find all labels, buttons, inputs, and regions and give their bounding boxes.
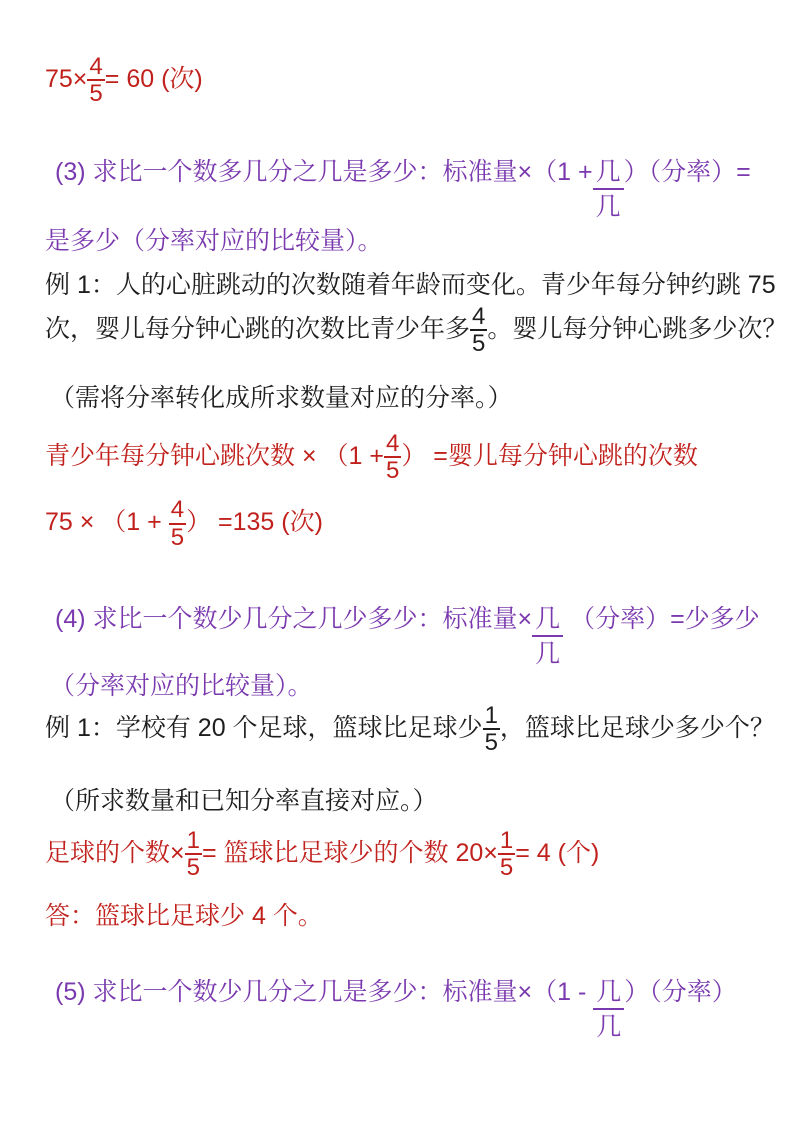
text-run: 是多少（分率对应的比较量）。 bbox=[45, 226, 383, 255]
fraction-denominator: 5 bbox=[385, 456, 400, 484]
fraction-denominator: 5 bbox=[170, 523, 185, 551]
fraction-numerator: 1 bbox=[484, 702, 498, 729]
split-fraction bbox=[593, 157, 624, 221]
fraction-denominator: 5 bbox=[484, 729, 498, 757]
fraction-numerator: 几 bbox=[532, 605, 563, 637]
text-run: 次，婴儿每分钟心跳的次数比青少年多 bbox=[45, 314, 471, 343]
text-run: 例 1：学校有 20 个足球，篮球比足球少 bbox=[45, 714, 483, 743]
formula-75-times-1-plus-4-5 bbox=[45, 497, 763, 550]
heading-4-line2 bbox=[45, 669, 763, 703]
fraction-denominator: 几 bbox=[596, 1012, 622, 1041]
fraction-numerator: 几 bbox=[593, 978, 624, 1010]
text-run: ）（分率） bbox=[624, 977, 737, 1006]
fraction-numerator: 4 bbox=[89, 53, 103, 80]
text-run: 例 1：人的心脏跳动的次数随着年龄而变化。青少年每分钟约跳 75 bbox=[45, 270, 776, 299]
split-fraction bbox=[593, 977, 624, 1041]
text-run: 足球的个数× bbox=[45, 838, 185, 867]
fraction-denominator: 5 bbox=[499, 854, 514, 882]
text-run: 。婴儿每分钟心跳多少次？ bbox=[487, 314, 788, 343]
text-run: （分率）=少多少 bbox=[563, 605, 760, 634]
text-run: 青少年每分钟心跳次数 × （1 + bbox=[45, 441, 384, 470]
heading-4-line1 bbox=[45, 602, 763, 668]
text-run: ）（分率）= bbox=[623, 157, 751, 186]
formula-75-times-4-5 bbox=[45, 54, 763, 107]
fraction bbox=[169, 497, 186, 550]
text-run: (4) 求比一个数少几分之几少多少：标准量× bbox=[55, 605, 533, 634]
fraction bbox=[384, 431, 401, 484]
heading-3-line1 bbox=[45, 155, 763, 221]
split-fraction bbox=[532, 605, 563, 668]
text-run: = 篮球比足球少的个数 20× bbox=[201, 838, 498, 867]
fraction bbox=[87, 54, 104, 107]
text-run: ，篮球比足球少多少个？ bbox=[499, 714, 775, 743]
fraction bbox=[498, 828, 515, 881]
fraction-denominator: 5 bbox=[186, 854, 200, 882]
fraction-numerator: 1 bbox=[186, 826, 200, 854]
text-run: (3) 求比一个数多几分之几是多少：标准量×（1 + bbox=[55, 157, 593, 186]
text-run: = 60 (次) bbox=[104, 65, 203, 94]
note-convert-rate bbox=[45, 381, 763, 415]
text-run: = 4 (个) bbox=[515, 838, 600, 867]
fraction-numerator: 1 bbox=[499, 826, 514, 854]
note-direct-correspond bbox=[45, 784, 763, 818]
fraction-denominator: 5 bbox=[89, 80, 103, 108]
text-run: ） =婴儿每分钟心跳的次数 bbox=[401, 441, 698, 470]
text-run: ） =135 (次) bbox=[186, 508, 323, 537]
example-heart-line2 bbox=[45, 302, 788, 358]
text-run: （需将分率转化成所求数量对应的分率。） bbox=[50, 383, 513, 412]
fraction-numerator: 4 bbox=[385, 429, 400, 457]
answer-football bbox=[45, 899, 763, 933]
text-run: 75 × （1 + bbox=[45, 508, 169, 537]
formula-football bbox=[45, 828, 763, 881]
text-run: （分率对应的比较量）。 bbox=[50, 672, 313, 700]
fraction bbox=[185, 828, 202, 881]
fraction-denominator: 5 bbox=[472, 330, 486, 358]
fraction-numerator: 4 bbox=[170, 496, 185, 524]
example-football bbox=[45, 702, 775, 757]
heading-3-line2 bbox=[45, 224, 763, 258]
text-run: (5) 求比一个数少几分之几是多少：标准量×（1 - bbox=[55, 977, 594, 1006]
fraction-numerator: 4 bbox=[472, 302, 486, 330]
fraction-denominator: 几 bbox=[535, 640, 561, 668]
text-run: 答：篮球比足球少 4 个。 bbox=[45, 901, 323, 930]
heading-5-line1 bbox=[45, 975, 763, 1041]
formula-heartbeat-relation bbox=[45, 431, 763, 484]
text-run: （所求数量和已知分率直接对应。） bbox=[50, 786, 438, 815]
fraction bbox=[483, 703, 500, 756]
fraction-numerator: 几 bbox=[593, 158, 624, 190]
text-run: 75× bbox=[45, 65, 88, 94]
fraction-denominator: 几 bbox=[595, 192, 621, 221]
example-heart-line1 bbox=[45, 268, 776, 302]
fraction bbox=[470, 304, 487, 357]
